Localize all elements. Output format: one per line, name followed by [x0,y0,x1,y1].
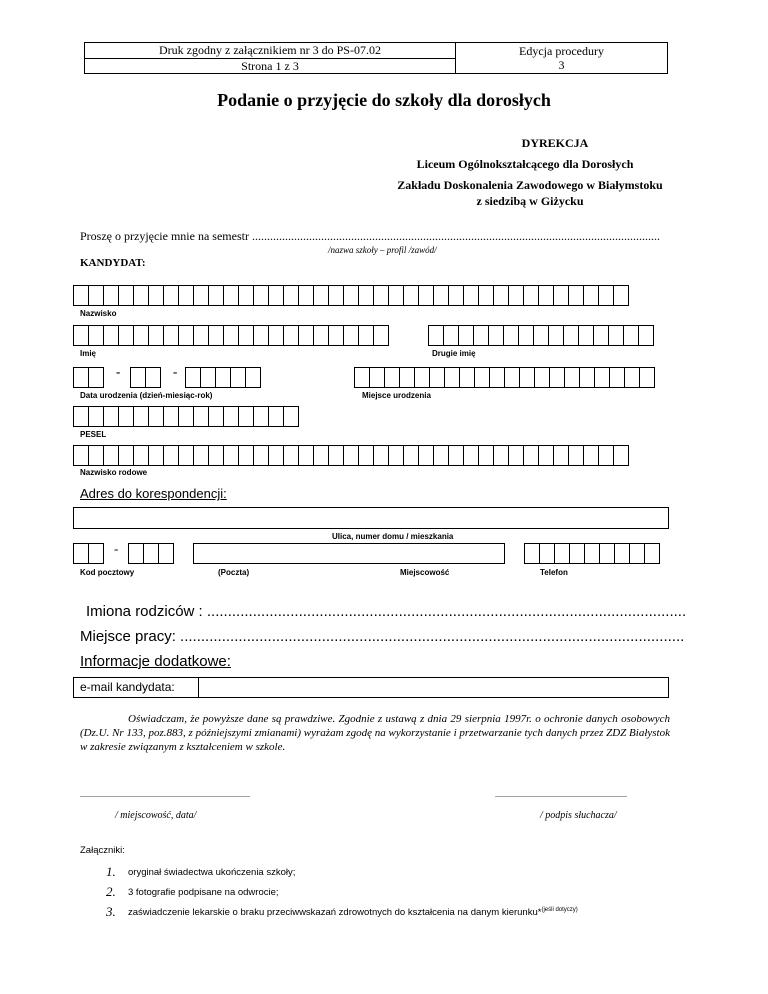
char-box[interactable] [88,367,104,388]
char-box[interactable] [283,325,299,346]
char-box[interactable] [128,543,144,564]
char-box[interactable] [474,367,490,388]
char-box[interactable] [328,325,344,346]
birth-year-boxes[interactable] [185,367,261,388]
second-name-boxes[interactable] [428,325,654,346]
birth-month-boxes[interactable] [130,367,161,388]
char-box[interactable] [103,445,119,466]
char-box[interactable] [433,445,449,466]
attachment-1-text: oryginał świadectwa ukończenia szkoły; [128,867,296,878]
char-box[interactable] [478,445,494,466]
char-box[interactable] [148,406,164,427]
char-box[interactable] [178,445,194,466]
char-box[interactable] [358,325,374,346]
address-heading: Adres do korespondencji: [80,486,227,501]
char-box[interactable] [518,325,534,346]
char-box[interactable] [103,325,119,346]
char-box[interactable] [313,445,329,466]
char-box[interactable] [298,285,314,306]
char-box[interactable] [268,406,284,427]
surname-boxes[interactable] [73,285,629,306]
pesel-boxes[interactable] [73,406,299,427]
char-box[interactable] [343,325,359,346]
char-box[interactable] [369,367,385,388]
char-box[interactable] [549,367,565,388]
signature-label: / podpis słuchacza/ [540,810,617,821]
char-box[interactable] [358,445,374,466]
char-box[interactable] [223,445,239,466]
pesel-label: PESEL [80,430,107,439]
char-box[interactable] [268,445,284,466]
request-hint: /nazwa szkoły – profil /zawód/ [328,245,437,255]
char-box[interactable] [504,367,520,388]
char-box[interactable] [444,367,460,388]
attachment-3-number: 3. [106,904,116,919]
char-box[interactable] [215,367,231,388]
second-name-label: Drugie imię [432,349,476,358]
char-box[interactable] [519,367,535,388]
addressee-line-2: Liceum Ogólnokształcącego dla Dorosłych [416,157,634,171]
char-box[interactable] [208,325,224,346]
char-box[interactable] [418,445,434,466]
workplace-line: Miejsce pracy: ......................................................................................................................... [80,628,685,645]
post-office-label: (Poczta) [218,568,250,577]
char-box[interactable] [433,285,449,306]
char-box[interactable] [524,543,540,564]
char-box[interactable] [448,285,464,306]
attachment-2-text: 3 fotografie podpisane na odwrocie; [128,887,279,898]
header-page-number: Strona 1 z 3 [241,59,299,73]
date-separator-1: - [116,364,121,379]
char-box[interactable] [448,445,464,466]
char-box[interactable] [488,325,504,346]
char-box[interactable] [88,406,104,427]
candidate-label: KANDYDAT: [80,257,146,269]
char-box[interactable] [639,367,655,388]
email-label: e-mail kandydata: [74,678,199,697]
char-box[interactable] [238,406,254,427]
parents-names-line: Imiona rodziców : ................................................................................................................... [86,603,687,620]
char-box[interactable] [493,445,509,466]
char-box[interactable] [185,367,201,388]
char-box[interactable] [268,285,284,306]
char-box[interactable] [489,367,505,388]
char-box[interactable] [568,285,584,306]
char-box[interactable] [245,367,261,388]
document-header [84,42,668,74]
char-box[interactable] [584,543,600,564]
char-box[interactable] [553,285,569,306]
email-input[interactable] [199,678,668,697]
char-box[interactable] [223,285,239,306]
char-box[interactable] [624,367,640,388]
postal-code-label: Kod pocztowy [80,568,135,577]
city-post-input[interactable] [193,543,505,564]
char-box[interactable] [403,445,419,466]
char-box[interactable] [403,285,419,306]
char-box[interactable] [503,325,519,346]
char-box[interactable] [88,325,104,346]
char-box[interactable] [118,285,134,306]
char-box[interactable] [399,367,415,388]
char-box[interactable] [178,285,194,306]
char-box[interactable] [554,543,570,564]
first-name-boxes[interactable] [73,325,389,346]
char-box[interactable] [193,285,209,306]
char-box[interactable] [73,285,89,306]
char-box[interactable] [193,445,209,466]
char-box[interactable] [103,406,119,427]
char-box[interactable] [163,325,179,346]
first-name-label: Imię [80,349,97,358]
char-box[interactable] [73,325,89,346]
char-box[interactable] [388,285,404,306]
char-box[interactable] [583,285,599,306]
char-box[interactable] [458,325,474,346]
char-box[interactable] [223,406,239,427]
addressee-line-1: DYREKCJA [521,136,589,150]
char-box[interactable] [298,445,314,466]
char-box[interactable] [193,406,209,427]
char-box[interactable] [253,406,269,427]
char-box[interactable] [200,367,216,388]
char-box[interactable] [613,445,629,466]
char-box[interactable] [638,325,654,346]
char-box[interactable] [283,406,299,427]
char-box[interactable] [73,406,89,427]
char-box[interactable] [538,285,554,306]
char-box[interactable] [583,445,599,466]
char-box[interactable] [230,367,246,388]
additional-info-heading: Informacje dodatkowe: [80,653,231,670]
date-separator-2: - [173,364,178,379]
char-box[interactable] [599,543,615,564]
attachments-heading: Załączniki: [80,845,125,856]
birth-day-boxes[interactable] [73,367,104,388]
char-box[interactable] [629,543,645,564]
char-box[interactable] [118,406,134,427]
char-box[interactable] [463,285,479,306]
char-box[interactable] [343,285,359,306]
char-box[interactable] [593,325,609,346]
char-box[interactable] [253,445,269,466]
char-box[interactable] [354,367,370,388]
char-box[interactable] [473,325,489,346]
postal-code-second-boxes[interactable] [128,543,174,564]
char-box[interactable] [523,285,539,306]
city-label: Miejscowość [400,568,450,577]
char-box[interactable] [429,367,445,388]
char-box[interactable] [598,445,614,466]
char-box[interactable] [579,367,595,388]
char-box[interactable] [508,445,524,466]
char-box[interactable] [238,285,254,306]
family-name-boxes[interactable] [73,445,629,466]
char-box[interactable] [313,325,329,346]
addressee-line-3: Zakładu Doskonalenia Zawodowego w Białymstoku [397,178,663,192]
birth-date-label: Data urodzenia (dzień-miesiąc-rok) [80,391,213,400]
char-box[interactable] [373,445,389,466]
char-box[interactable] [548,325,564,346]
place-date-label: / miejscowość, data/ [115,810,197,821]
phone-label: Telefon [540,568,568,577]
char-box[interactable] [178,325,194,346]
char-box[interactable] [148,325,164,346]
char-box[interactable] [644,543,660,564]
request-line: Proszę o przyjęcie mnie na semestr ........................................................................................................................................ [80,229,660,243]
char-box[interactable] [223,325,239,346]
char-box[interactable] [133,406,149,427]
char-box[interactable] [208,285,224,306]
char-box[interactable] [609,367,625,388]
char-box[interactable] [463,445,479,466]
char-box[interactable] [443,325,459,346]
place-date-dots: ..................................................................................... [80,790,250,799]
char-box[interactable] [459,367,475,388]
char-box[interactable] [313,285,329,306]
char-box[interactable] [163,406,179,427]
char-box[interactable] [133,445,149,466]
char-box[interactable] [623,325,639,346]
char-box[interactable] [428,325,444,346]
char-box[interactable] [253,285,269,306]
char-box[interactable] [163,445,179,466]
char-box[interactable] [388,445,404,466]
char-box[interactable] [553,445,569,466]
char-box[interactable] [73,445,89,466]
char-box[interactable] [133,325,149,346]
char-box[interactable] [73,543,89,564]
attachment-3-note: (jeśli dotyczy) [541,907,578,913]
char-box[interactable] [373,325,389,346]
attachment-2-number: 2. [106,884,116,899]
char-box[interactable] [298,325,314,346]
char-box[interactable] [493,285,509,306]
char-box[interactable] [133,285,149,306]
char-box[interactable] [88,445,104,466]
char-box[interactable] [533,325,549,346]
char-box[interactable] [614,543,630,564]
char-box[interactable] [130,367,146,388]
declaration-text: Oświadczam, że powyższe dane są prawdziwe. Zgodnie z ustawą z dnia 29 sierpnia 1997r. o ochronie danych osobowych (Dz.U. Nr 133, poz.883, z późniejszymi zmianami) wyrażam zgodę na wykorzystanie i przetwarzanie tych danych przez ZDZ Białystok w zakresie związanym z kształceniem w szkole. [80,713,670,753]
char-box[interactable] [163,285,179,306]
char-box[interactable] [478,285,494,306]
char-box[interactable] [534,367,550,388]
attachment-3-text [128,907,578,918]
phone-boxes[interactable] [524,543,660,564]
header-form-reference: Druk zgodny z załącznikiem nr 3 do PS-07.02 [85,43,455,59]
char-box[interactable] [103,285,119,306]
char-box[interactable] [238,325,254,346]
char-box[interactable] [148,445,164,466]
char-box[interactable] [283,445,299,466]
street-input[interactable] [73,507,669,529]
char-box[interactable] [414,367,430,388]
char-box[interactable] [328,445,344,466]
char-box[interactable] [564,367,580,388]
char-box[interactable] [73,367,89,388]
char-box[interactable] [539,543,555,564]
char-box[interactable] [283,285,299,306]
char-box[interactable] [145,367,161,388]
attachment-3-main: zaświadczenie lekarskie o braku przeciwwskazań zdrowotnych do kształcenia na danym kierunku* [128,907,542,919]
surname-label: Nazwisko [80,309,117,318]
char-box[interactable] [418,285,434,306]
birth-place-label: Miejsce urodzenia [362,391,431,400]
char-box[interactable] [594,367,610,388]
char-box[interactable] [384,367,400,388]
char-box[interactable] [608,325,624,346]
header-left [85,43,456,73]
char-box[interactable] [538,445,554,466]
char-box[interactable] [148,285,164,306]
char-box[interactable] [238,445,254,466]
char-box[interactable] [358,285,374,306]
char-box[interactable] [253,325,269,346]
addressee-line-4: z siedzibą w Giżycku [476,194,584,208]
birth-place-boxes[interactable] [354,367,655,388]
char-box[interactable] [613,285,629,306]
email-row [73,677,669,698]
family-name-label: Nazwisko rodowe [80,468,148,477]
header-right [456,43,667,73]
street-label: Ulica, numer domu / mieszkania [332,532,454,541]
header-edition-number: 3 [558,58,565,72]
char-box[interactable] [598,285,614,306]
signature-dots: .................................................................. [495,790,627,799]
char-box[interactable] [328,285,344,306]
char-box[interactable] [569,543,585,564]
postal-code-first-boxes[interactable] [73,543,104,564]
char-box[interactable] [568,445,584,466]
char-box[interactable] [193,325,209,346]
postal-separator: - [114,541,119,556]
char-box[interactable] [158,543,174,564]
char-box[interactable] [578,325,594,346]
header-edition-label: Edycja procedury [519,44,604,58]
char-box[interactable] [208,406,224,427]
char-box[interactable] [178,406,194,427]
char-box[interactable] [208,445,224,466]
char-box[interactable] [143,543,159,564]
attachment-1-number: 1. [106,864,116,879]
char-box[interactable] [563,325,579,346]
char-box[interactable] [343,445,359,466]
char-box[interactable] [523,445,539,466]
char-box[interactable] [373,285,389,306]
page-title: Podanie o przyjęcie do szkoły dla dorosłych [217,90,551,110]
char-box[interactable] [268,325,284,346]
char-box[interactable] [88,543,104,564]
char-box[interactable] [118,325,134,346]
char-box[interactable] [88,285,104,306]
char-box[interactable] [508,285,524,306]
char-box[interactable] [118,445,134,466]
